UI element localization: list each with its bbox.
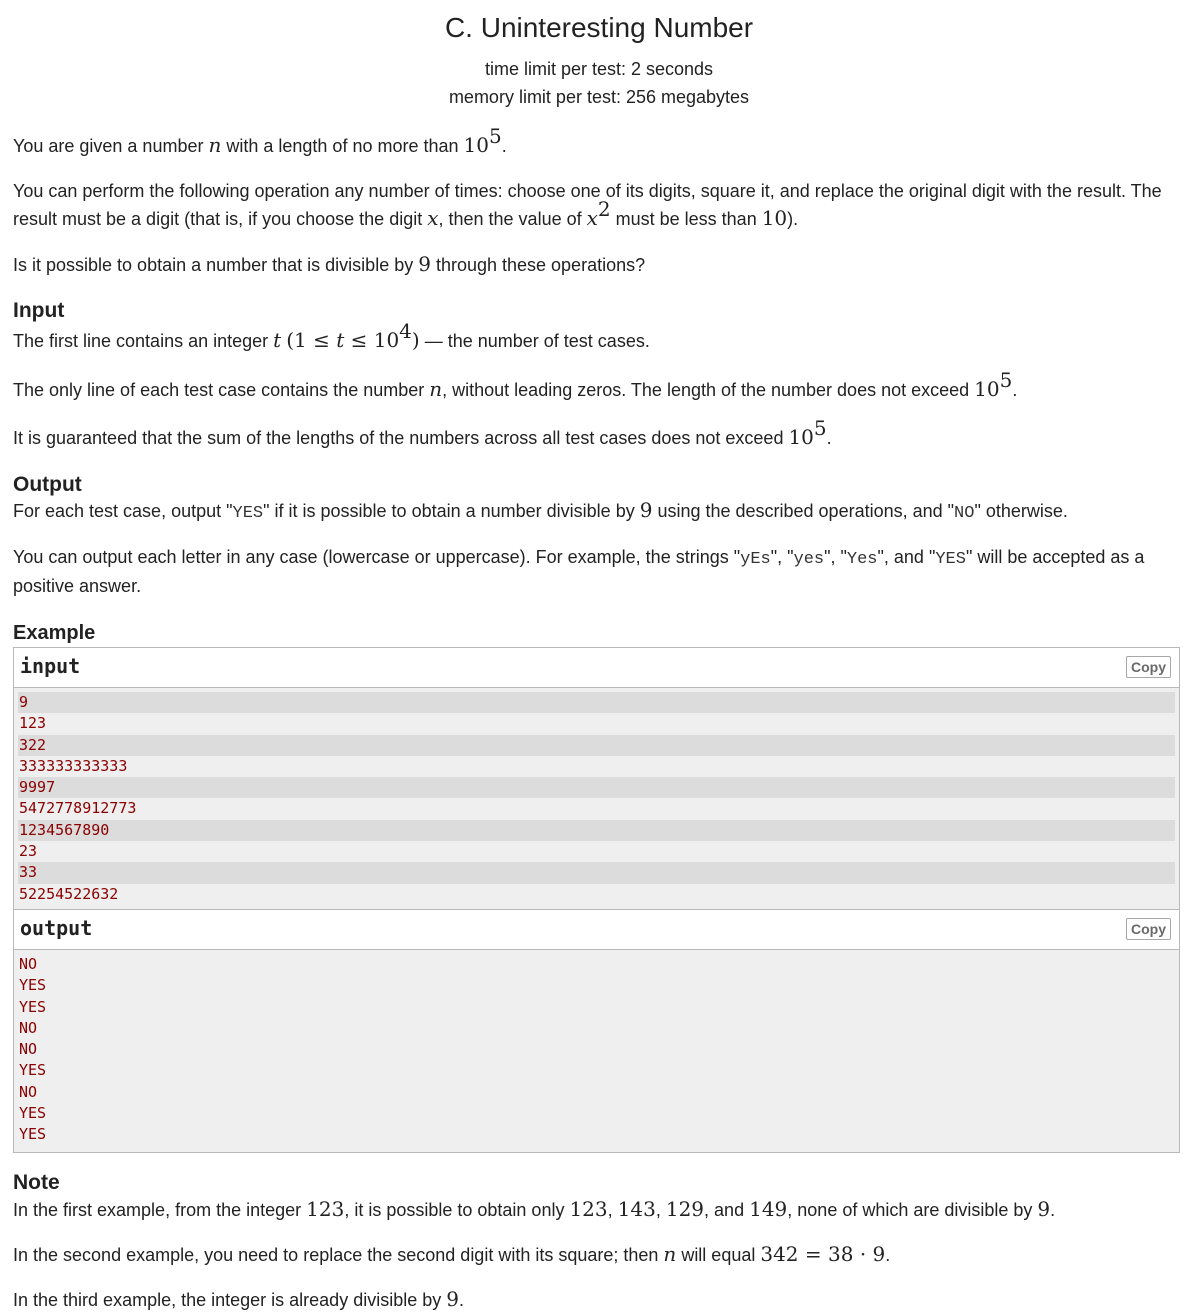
output-paragraph-2: You can output each letter in any case (lowercase or uppercase). For example, the strings "yEs", "yes", "Yes", and "YES" will be accepted as a positive answer. bbox=[13, 547, 1145, 596]
example-output-header bbox=[14, 910, 1179, 950]
example-input-line: 5472778912773 bbox=[19, 799, 137, 818]
example-heading: Example bbox=[13, 622, 96, 644]
copy-input-button[interactable]: Copy bbox=[1126, 656, 1171, 678]
statement-paragraph-2: You can perform the following operation any number of times: choose one of its digits, square it, and replace the original digit with the result. The result must be a digit (that is, if you choose the digit x, then the value of $x^2$ must be less than 10). bbox=[13, 181, 1162, 230]
example-input-content[interactable] bbox=[14, 688, 1179, 911]
example-output-line: NO bbox=[19, 1018, 38, 1037]
copy-output-button[interactable]: Copy bbox=[1126, 918, 1171, 940]
example-output-line: NO bbox=[19, 1082, 38, 1101]
example-output-line: YES bbox=[19, 976, 47, 995]
example-input-header bbox=[14, 648, 1179, 688]
statement-paragraph-1: You are given a number n with a length of no more than $10^5$. bbox=[13, 124, 507, 157]
example-output-label: output bbox=[20, 916, 93, 940]
example-input-line: 1234567890 bbox=[18, 820, 1175, 841]
example-output-line: NO bbox=[19, 1040, 38, 1059]
input-paragraph-3: It is guaranteed that the sum of the lengths of the numbers across all test cases does not exceed $10^5$. bbox=[13, 416, 832, 449]
note-heading: Note bbox=[13, 1171, 60, 1194]
example-output-line: YES bbox=[19, 997, 47, 1016]
example-input-line: 322 bbox=[18, 735, 1175, 756]
example-input-line: 33 bbox=[18, 862, 1175, 883]
example-output-content[interactable] bbox=[14, 950, 1179, 1152]
example-output-line: NO bbox=[19, 955, 38, 973]
output-paragraph-1: For each test case, output "YES" if it is possible to obtain a number divisible by 9 using the described operations, and "NO" otherwise. bbox=[13, 498, 1068, 523]
example-output-line: YES bbox=[19, 1125, 47, 1144]
note-paragraph-3: In the third example, the integer is already divisible by 9. bbox=[13, 1287, 464, 1311]
example-output-line: YES bbox=[19, 1104, 47, 1123]
input-heading: Input bbox=[13, 299, 65, 322]
input-paragraph-1: The first line contains an integer t $(1 \le t \le 10^4)$ — the number of test cases. bbox=[13, 319, 650, 352]
example-output-box bbox=[13, 909, 1180, 1153]
note-paragraph-1: In the first example, from the integer 123, it is possible to obtain only 123, 143, 129, and 149, none of which are divisible by 9. bbox=[13, 1197, 1056, 1221]
input-paragraph-2: The only line of each test case contains the number n, without leading zeros. The length of the number does not exceed $10^5$. bbox=[13, 368, 1018, 401]
statement-paragraph-3: Is it possible to obtain a number that is divisible by 9 through these operations? bbox=[13, 252, 646, 276]
problem-title: C. Uninteresting Number bbox=[444, 12, 754, 43]
example-input-line: 52254522632 bbox=[19, 884, 119, 903]
example-output-line: YES bbox=[19, 1061, 47, 1080]
example-input-label: input bbox=[20, 654, 81, 678]
example-input-line: 9 bbox=[18, 692, 1175, 713]
example-input-line: 23 bbox=[19, 842, 38, 861]
example-input-line: 9997 bbox=[18, 777, 1175, 798]
memory-limit: memory limit per test: 256 megabytes bbox=[448, 87, 750, 107]
example-input-box bbox=[13, 647, 1180, 912]
note-paragraph-2: In the second example, you need to replace the second digit with its square; then n will equal 342 = 38 · 9. bbox=[13, 1242, 891, 1266]
example-input-line: 123 bbox=[19, 714, 47, 733]
output-heading: Output bbox=[13, 473, 82, 496]
time-limit: time limit per test: 2 seconds bbox=[484, 59, 714, 79]
example-input-line: 333333333333 bbox=[19, 756, 128, 775]
